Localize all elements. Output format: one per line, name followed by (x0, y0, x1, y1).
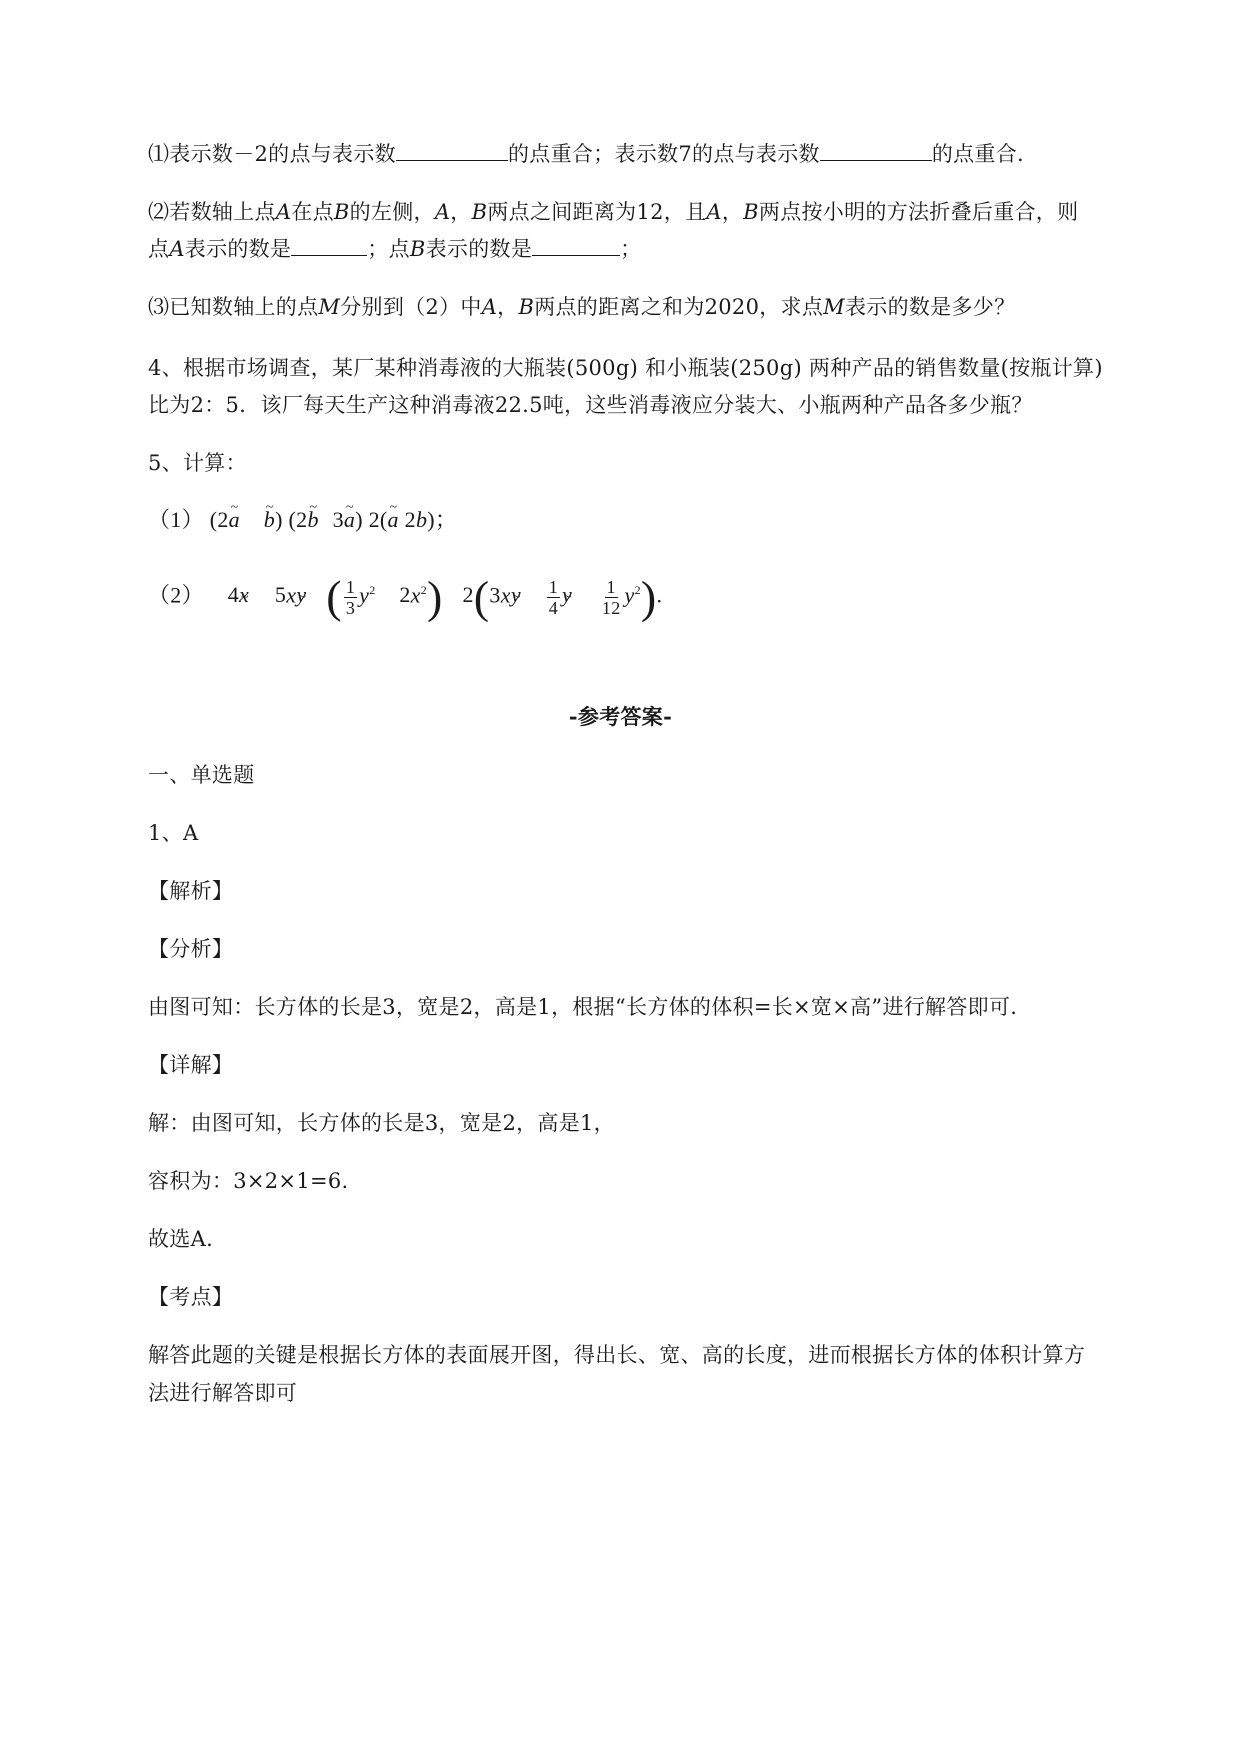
frac-den: 12 (601, 597, 621, 618)
var-y: y ~ (562, 582, 572, 607)
var-a: A (275, 200, 292, 224)
answer-blank (291, 233, 367, 256)
text: 表示的数是 (184, 237, 292, 261)
expr-label: （2） (148, 582, 204, 608)
var-a: A (169, 237, 185, 261)
text: ， (450, 200, 472, 224)
fenxi-text: 由图可知：长方体的长是3，宽是2，高是1，根据“长方体的体积=长×宽×高”进行解答即可. (148, 995, 1018, 1019)
text: ；点 (367, 237, 410, 261)
math-text: 5 (274, 582, 287, 608)
frac-num: 1 (345, 576, 356, 597)
paren-close: ) (427, 571, 443, 623)
text: 两点之间距离为12，且 (487, 200, 707, 224)
frac-den: 4 (548, 597, 559, 618)
answer-blank (820, 138, 932, 161)
text: ， (497, 295, 519, 319)
q4-line2: 比为2：5．该厂每天生产这种消毒液22.5吨，这些消毒液应分装大、小瓶两种产品各多少瓶？ (148, 393, 1033, 417)
label-jiexi: 【解析】 (148, 879, 234, 903)
xiangjie-line2: 容积为：3×2×1=6. (148, 1169, 349, 1193)
var-a: A (434, 200, 451, 224)
var-x: x ~ (239, 582, 249, 607)
text: 两点的距离之和为2020，求点 (534, 295, 824, 319)
text: ； (620, 237, 642, 261)
text: 表示的数是多少？ (844, 295, 1016, 319)
kaodian-line2: 法进行解答即可 (148, 1381, 298, 1405)
q3-p1-text-b: 的点重合；表示数7的点与表示数 (507, 142, 820, 166)
text: 在点 (291, 200, 334, 224)
label-xiangjie: 【详解】 (148, 1053, 234, 1077)
var-x: x (500, 582, 511, 608)
math-text: (2 (209, 507, 229, 532)
var-a: a ~ (344, 507, 355, 532)
q4-line1: 4、根据市场调查，某厂某种消毒液的大瓶装(500g) 和小瓶装(250g) 两种产品的销售数量(按瓶计算) (148, 356, 1103, 380)
var-a: A (706, 200, 722, 224)
q3-part1 (148, 138, 1151, 169)
q5-title: 5、计算： (148, 451, 247, 475)
exponent: 2 (420, 583, 428, 597)
math-text: )； (427, 507, 458, 532)
var-b: B (333, 200, 350, 224)
math-text: 2 (462, 582, 474, 608)
paren-close: ) (640, 571, 657, 623)
label-kaodian: 【考点】 (148, 1285, 234, 1309)
var-y: y (359, 582, 370, 608)
xiangjie-line1: 解：由图可知，长方体的长是3，宽是2，高是1， (148, 1111, 615, 1135)
var-a: A (481, 295, 498, 319)
math-text: 3 (489, 582, 501, 608)
math-text: 2 (399, 582, 411, 608)
var-b: b ~ (307, 507, 318, 532)
frac-num: 1 (606, 576, 616, 597)
fraction (344, 577, 357, 618)
var-b: B (743, 200, 759, 224)
var-b: b ~ (264, 507, 275, 532)
var-a: a ~ (388, 507, 399, 532)
answer-blank (532, 233, 620, 256)
var-a: a ~ (229, 507, 240, 532)
kaodian-line1: 解答此题的关键是根据长方体的表面展开图，得出长、宽、高的长度，进而根据长方体的体积计算方 (148, 1343, 1086, 1367)
text: ， (721, 200, 744, 224)
text: 的左侧， (349, 200, 435, 224)
xiangjie-line3: 故选A. (148, 1227, 214, 1251)
var-b: B (471, 200, 488, 224)
text: ⑵若数轴上点 (148, 200, 276, 224)
var-b: B (518, 295, 535, 319)
text: 两点按小明的方法折叠后重合，则 (758, 200, 1079, 224)
frac-den: 3 (345, 597, 356, 618)
text: 分别到（2）中 (340, 295, 482, 319)
expr-label: （1） (148, 507, 204, 532)
answer-blank (396, 138, 508, 161)
q5-expr1 (148, 505, 1151, 535)
var-y: y (624, 582, 635, 608)
section-title: 一、单选题 (148, 763, 255, 787)
answer-q1: 1、A (148, 821, 199, 845)
q3-part2-line2 (148, 233, 1151, 264)
text: ⑶已知数轴上的点 (148, 295, 319, 319)
q3-part2-line1 (148, 197, 1151, 227)
fraction (547, 577, 560, 618)
text: 点 (148, 237, 170, 261)
answers-heading: -参考答案- (568, 704, 673, 729)
exponent: 2 (634, 583, 641, 597)
var-y: y ~ (296, 582, 306, 607)
math-text: ) 2( (355, 507, 388, 532)
math-text (258, 507, 264, 532)
var-m: M (823, 295, 845, 319)
paren-open: ( (326, 571, 342, 623)
var-x: x (410, 582, 421, 608)
text: 表示的数是 (425, 237, 533, 261)
exponent: 2 (369, 583, 376, 597)
q3-p1-text-c: 的点重合. (931, 142, 1025, 166)
var-b: b (415, 507, 428, 532)
math-text: 3 (326, 507, 344, 532)
var-x: x (286, 582, 297, 608)
paren-open: ( (473, 571, 490, 623)
q3-p1-text-a: ⑴表示数－2的点与表示数 (148, 142, 396, 166)
fraction (600, 577, 623, 618)
var-b: B (409, 237, 426, 261)
var-m: M (318, 295, 341, 319)
var-y: y ~ (511, 582, 521, 607)
math-text: 4 (227, 582, 240, 608)
label-fenxi: 【分析】 (148, 937, 234, 961)
math-text: . (656, 582, 663, 608)
math-text: 2 (398, 507, 416, 532)
q5-expr2 (148, 560, 1151, 623)
q3-part3 (148, 292, 1151, 322)
math-text: ) (2 (275, 507, 308, 532)
frac-num: 1 (548, 576, 559, 597)
